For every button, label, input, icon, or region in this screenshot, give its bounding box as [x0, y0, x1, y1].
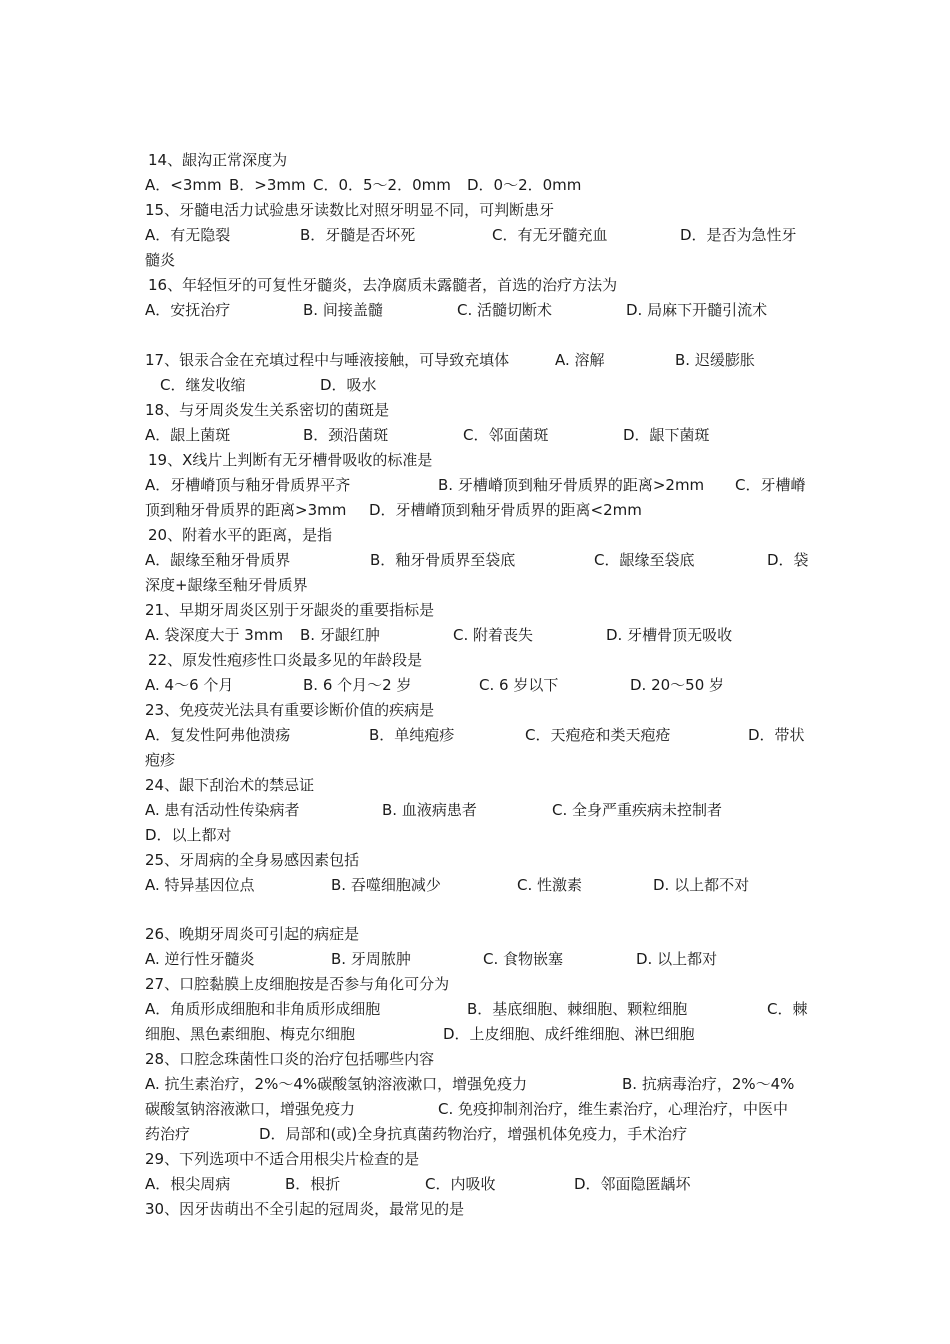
question-23-options: [145, 723, 815, 748]
q25-option-a: A. 特异基因位点: [145, 876, 255, 894]
q14-option-c: C．0．5～2．0mm: [313, 176, 451, 194]
question-23-wrap: 疱疹: [145, 751, 176, 769]
q27-option-b: B．基底细胞、棘细胞、颗粒细胞: [467, 1000, 688, 1018]
q15-option-c: C．有无牙髓充血: [492, 226, 608, 244]
question-16-options: [145, 298, 815, 323]
q28-option-a: A. 抗生素治疗，2%～4%碳酸氢钠溶液漱口，增强免疫力: [145, 1075, 528, 1093]
q28-option-b: B. 抗病毒治疗，2%～4%: [622, 1075, 795, 1093]
q17-option-d: D．吸水: [320, 376, 377, 394]
question-15-options: [145, 223, 815, 248]
question-15-stem: 15、牙髓电活力试验患牙读数比对照牙明显不同，可判断患牙: [145, 201, 555, 219]
q19-option-c: C．牙槽嵴: [735, 476, 806, 494]
q22-option-c: C. 6 岁以下: [479, 676, 559, 694]
q23-option-c: C．天疱疮和类天疱疮: [525, 726, 671, 744]
question-15-wrap: 髓炎: [145, 251, 176, 269]
q23-option-b: B．单纯疱疹: [369, 726, 455, 744]
question-22-stem: 22、原发性疱疹性口炎最多见的年龄段是: [148, 651, 423, 669]
q26-option-b: B. 牙周脓肿: [331, 950, 411, 968]
question-26-stem: 26、晚期牙周炎可引起的病症是: [145, 925, 360, 943]
q29-option-d: D．邻面隐匿龋坏: [574, 1175, 691, 1193]
question-20-options: [145, 548, 815, 573]
q14-option-a: A．<3mm: [145, 176, 222, 194]
q16-option-b: B. 间接盖髓: [303, 301, 383, 319]
question-18-options: [145, 423, 815, 448]
question-19-line-1: [145, 473, 815, 498]
question-25-stem: 25、牙周病的全身易感因素包括: [145, 851, 360, 869]
question-28-line-1: [145, 1072, 815, 1097]
q20-option-c: C．龈缘至袋底: [594, 551, 695, 569]
question-27-line-1: [145, 997, 815, 1022]
q17-option-b: B. 迟缓膨胀: [675, 351, 755, 369]
question-28-line-3: [145, 1122, 815, 1147]
q14-option-d: D．0～2．0mm: [467, 176, 582, 194]
q25-option-d: D. 以上都不对: [653, 876, 750, 894]
q23-option-d: D．带状: [748, 726, 805, 744]
q29-option-a: A．根尖周病: [145, 1175, 231, 1193]
q15-option-a: A．有无隐裂: [145, 226, 231, 244]
q24-option-b: B. 血液病患者: [382, 801, 477, 819]
q25-option-b: B. 吞噬细胞减少: [331, 876, 441, 894]
q29-option-c: C．内吸收: [425, 1175, 496, 1193]
question-30-stem: 30、因牙齿萌出不全引起的冠周炎，最常见的是: [145, 1200, 465, 1218]
q26-option-a: A. 逆行性牙髓炎: [145, 950, 255, 968]
question-26-options: [145, 947, 815, 972]
q28-option-b-wrap: 碳酸氢钠溶液漱口，增强免疫力: [145, 1100, 356, 1118]
q21-option-b: B. 牙龈红肿: [300, 626, 380, 644]
q18-option-d: D．龈下菌斑: [623, 426, 710, 444]
q22-option-b: B. 6 个月～2 岁: [303, 676, 412, 694]
question-28-line-2: [145, 1097, 815, 1122]
question-27-stem: 27、口腔黏膜上皮细胞按是否参与角化可分为: [145, 975, 450, 993]
q27-option-a: A．角质形成细胞和非角质形成细胞: [145, 1000, 381, 1018]
question-20-wrap: 深度+龈缘至釉牙骨质界: [145, 576, 308, 594]
q18-option-c: C．邻面菌斑: [463, 426, 549, 444]
q26-option-c: C. 食物嵌塞: [483, 950, 564, 968]
question-24-options: [145, 798, 815, 823]
q21-option-d: D. 牙槽骨顶无吸收: [606, 626, 733, 644]
q28-option-d: D．局部和(或)全身抗真菌药物治疗，增强机体免疫力，手术治疗: [259, 1125, 688, 1143]
q18-option-b: B．颈沿菌斑: [303, 426, 389, 444]
question-14-stem: 14、龈沟正常深度为: [148, 151, 288, 169]
question-21-stem: 21、早期牙周炎区别于牙龈炎的重要指标是: [145, 601, 435, 619]
q22-option-d: D. 20～50 岁: [630, 676, 725, 694]
q20-option-a: A．龈缘至釉牙骨质界: [145, 551, 291, 569]
question-21-options: [145, 623, 815, 648]
q14-option-b: B．>3mm: [229, 176, 306, 194]
question-16-stem: 16、年轻恒牙的可复性牙髓炎，去净腐质未露髓者，首选的治疗方法为: [148, 276, 618, 294]
q16-option-d: D. 局麻下开髓引流术: [626, 301, 768, 319]
q27-option-c: C．棘: [767, 1000, 808, 1018]
question-14-options: [145, 173, 815, 198]
question-28-stem: 28、口腔念珠菌性口炎的治疗包括哪些内容: [145, 1050, 435, 1068]
q24-option-c: C. 全身严重疾病未控制者: [552, 801, 723, 819]
question-19-line-2: [145, 498, 815, 523]
q19-option-d: D．牙槽嵴顶到釉牙骨质界的距离<2mm: [369, 501, 642, 519]
q19-option-b: B. 牙槽嵴顶到釉牙骨质界的距离>2mm: [438, 476, 705, 494]
question-23-stem: 23、免疫荧光法具有重要诊断价值的疾病是: [145, 701, 435, 719]
q25-option-c: C. 性激素: [517, 876, 583, 894]
question-22-options: [145, 673, 815, 698]
q20-option-d: D．袋: [767, 551, 809, 569]
question-18-stem: 18、与牙周炎发生关系密切的菌斑是: [145, 401, 390, 419]
question-25-options: [145, 873, 815, 898]
q19-option-c-wrap: 顶到釉牙骨质界的距离>3mm: [145, 501, 347, 519]
q21-option-c: C. 附着丧失: [453, 626, 534, 644]
q24-option-a: A. 患有活动性传染病者: [145, 801, 300, 819]
question-19-stem: 19、X线片上判断有无牙槽骨吸收的标准是: [148, 451, 433, 469]
question-29-options: [145, 1172, 815, 1197]
q15-option-b: B．牙髓是否坏死: [300, 226, 416, 244]
question-27-line-2: [145, 1022, 815, 1047]
q29-option-b: B．根折: [285, 1175, 341, 1193]
q19-option-a: A．牙槽嵴顶与釉牙骨质界平齐: [145, 476, 351, 494]
question-17-line: [145, 348, 815, 373]
q21-option-a: A. 袋深度大于 3mm: [145, 626, 284, 644]
q15-option-d: D．是否为急性牙: [680, 226, 797, 244]
q27-option-d: D．上皮细胞、成纤维细胞、淋巴细胞: [443, 1025, 695, 1043]
q17-option-c: C．继发收缩: [160, 376, 246, 394]
q20-option-b: B．釉牙骨质界至袋底: [370, 551, 516, 569]
question-20-stem: 20、附着水平的距离，是指: [148, 526, 333, 544]
question-29-stem: 29、下列选项中不适合用根尖片检查的是: [145, 1150, 420, 1168]
q27-option-c-wrap: 细胞、黑色素细胞、梅克尔细胞: [145, 1025, 356, 1043]
q22-option-a: A. 4～6 个月: [145, 676, 234, 694]
q16-option-c: C. 活髓切断术: [457, 301, 553, 319]
question-24-wrap: D．以上都对: [145, 826, 232, 844]
question-17-stem: 17、银汞合金在充填过程中与唾液接触，可导致充填体: [145, 351, 510, 369]
q23-option-a: A．复发性阿弗他溃疡: [145, 726, 291, 744]
q28-option-c: C. 免疫抑制剂治疗，维生素治疗，心理治疗，中医中: [438, 1100, 789, 1118]
q16-option-a: A．安抚治疗: [145, 301, 231, 319]
q18-option-a: A．龈上菌斑: [145, 426, 231, 444]
q28-option-c-wrap: 药治疗: [145, 1125, 191, 1143]
q17-option-a: A. 溶解: [555, 351, 605, 369]
q26-option-d: D. 以上都对: [636, 950, 718, 968]
question-17-line-2: [145, 373, 815, 398]
question-24-stem: 24、龈下刮治术的禁忌证: [145, 776, 315, 794]
